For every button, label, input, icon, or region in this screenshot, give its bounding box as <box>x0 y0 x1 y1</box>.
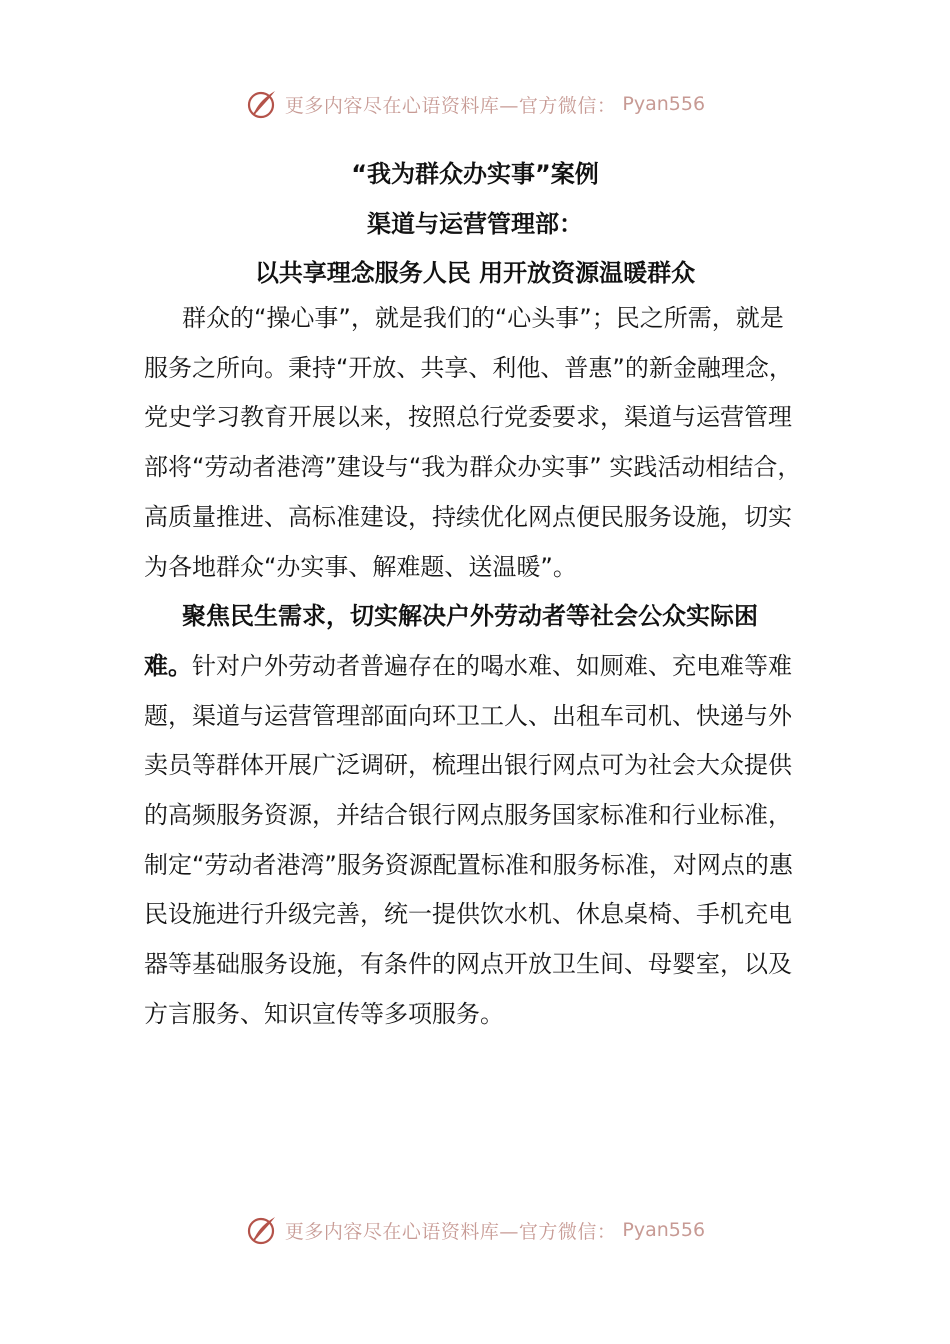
watermark-handle: Pyan556 <box>622 1219 706 1241</box>
document-titles <box>0 150 950 299</box>
paragraph-focus <box>144 592 804 1039</box>
case-subtitle: 以共享理念服务人民 用开放资源温暖群众 <box>254 259 696 288</box>
paragraph-focus-body: 针对户外劳动者普遍存在的喝水难、如厕难、充电难等难题，渠道与运营管理部面向环卫工人、出租车司机、快递与外卖员等群体开展广泛调研，梳理出银行网点可为社会大众提供的高频服务资源，并结合银行网点服务国家标准和行业标准，制定“劳动者港湾”服务资源配置标准和服务标准，对网点的惠民设施进行升级完善，统一提供饮水机、休息桌椅、手机充电器等基础服务设施，有条件的网点开放卫生间、母婴室，以及方言服务、知识宣传等多项服务。 <box>144 651 793 1028</box>
case-title: “我为群众办实事”案例 <box>351 160 599 188</box>
watermark-banner-bottom <box>0 1210 950 1250</box>
paragraph-focus-lead: 聚焦民生需求，切实解决户外劳动者等社会公众实际困难。 <box>144 602 758 680</box>
watermark-handle: Pyan556 <box>622 93 706 115</box>
quill-logo-icon <box>245 1213 279 1247</box>
document-body <box>144 294 804 1040</box>
watermark-text: 更多内容尽在心语资料库—官方微信： <box>284 1220 617 1243</box>
quill-logo-icon <box>245 87 279 121</box>
paragraph-intro: 群众的“操心事”，就是我们的“心头事”；民之所需，就是服务之所向。秉持“开放、共享、利他、普惠”的新金融理念，党史学习教育开展以来，按照总行党委要求，渠道与运营管理部将“劳动者港湾”建设与“我为群众办实事” 实践活动相结合，高质量推进、高标准建设，持续优化网点便民服务设施，切实为各地群众“办实事、解难题、送温暖”。 <box>144 304 802 581</box>
department-title: 渠道与运营管理部： <box>367 209 583 238</box>
watermark-banner-top <box>0 84 950 124</box>
watermark-text: 更多内容尽在心语资料库—官方微信： <box>284 94 617 117</box>
